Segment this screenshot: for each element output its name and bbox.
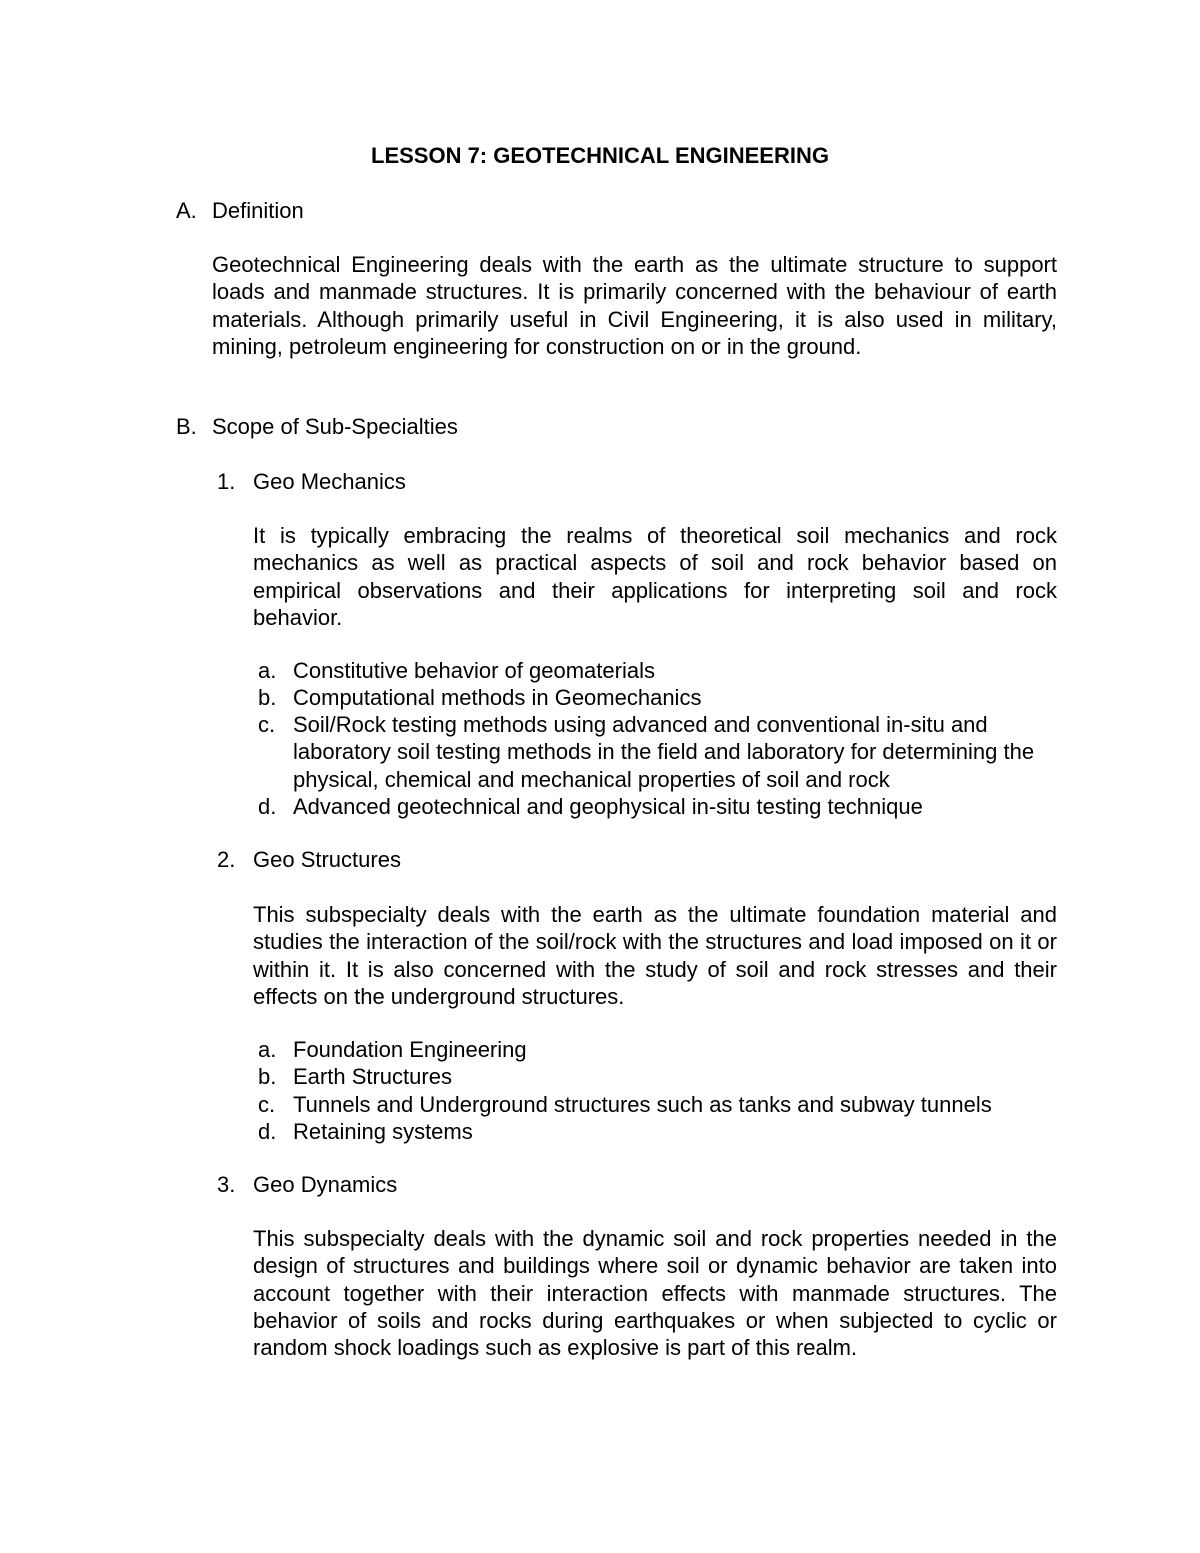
subitem-text: Earth Structures: [293, 1064, 452, 1089]
subitem-marker: d.: [258, 794, 277, 819]
subspecialty-3-marker: 3.: [217, 1172, 236, 1197]
subitem-marker: b.: [258, 1064, 277, 1089]
section-a-marker: A.: [176, 198, 197, 223]
subitem-marker: c.: [258, 1092, 276, 1117]
section-a-paragraph: Geotechnical Engineering deals with the earth as the ultimate structure to support loads and manmade structures. It is primarily concerned with the behaviour of earth materials. Although primarily useful in Civil Engineering, it is also used in military, mining, petroleum engineering for construction on or in the ground.: [212, 252, 1057, 359]
subitem-text: Foundation Engineering: [293, 1037, 527, 1062]
subitem-marker: b.: [258, 685, 277, 710]
subspecialty-1-heading: Geo Mechanics: [253, 469, 406, 494]
subspecialty-2-heading: Geo Structures: [253, 847, 401, 872]
subitem-text: Retaining systems: [293, 1119, 473, 1144]
subspecialty-3-paragraph: This subspecialty deals with the dynamic soil and rock properties needed in the design of structures and buildings where soil or dynamic behavior are taken into account together with their interaction effects with manmade structures. The behavior of soils and rocks during earthquakes or when subjected to cyclic or random shock loadings such as explosive is part of this realm.: [253, 1226, 1057, 1361]
subspecialty-1-marker: 1.: [217, 469, 236, 494]
subitem-marker: a.: [258, 658, 277, 683]
subitem-marker: c.: [258, 712, 276, 737]
subitem-text: Soil/Rock testing methods using advanced and conventional in-situ and laboratory soil testing methods in the field and laboratory for determining the physical, chemical and mechanical properties of soil and rock: [293, 712, 1035, 792]
section-b-marker: B.: [176, 414, 197, 439]
subspecialty-3-heading: Geo Dynamics: [253, 1172, 398, 1197]
subspecialty-1-paragraph: It is typically embracing the realms of theoretical soil mechanics and rock mechanics as well as practical aspects of soil and rock behavior based on empirical observations and their applications for interpreting soil and rock behavior.: [253, 523, 1057, 630]
subspecialty-2-paragraph: This subspecialty deals with the earth as the ultimate foundation material and studies the interaction of the soil/rock with the structures and load imposed on it or within it. It is also concerned with the study of soil and rock stresses and their effects on the underground structures.: [253, 902, 1057, 1009]
subitem-text: Advanced geotechnical and geophysical in-situ testing technique: [293, 794, 923, 819]
subspecialty-2-marker: 2.: [217, 847, 236, 872]
subitem-marker: a.: [258, 1037, 277, 1062]
subitem-text: Constitutive behavior of geomaterials: [293, 658, 655, 683]
subitem-text: Computational methods in Geomechanics: [293, 685, 702, 710]
section-b-heading: Scope of Sub-Specialties: [212, 414, 458, 439]
section-a-heading: Definition: [212, 198, 304, 223]
subitem-text: Tunnels and Underground structures such as tanks and subway tunnels: [293, 1092, 992, 1117]
page-title: LESSON 7: GEOTECHNICAL ENGINEERING: [371, 143, 829, 168]
subitem-marker: d.: [258, 1119, 277, 1144]
